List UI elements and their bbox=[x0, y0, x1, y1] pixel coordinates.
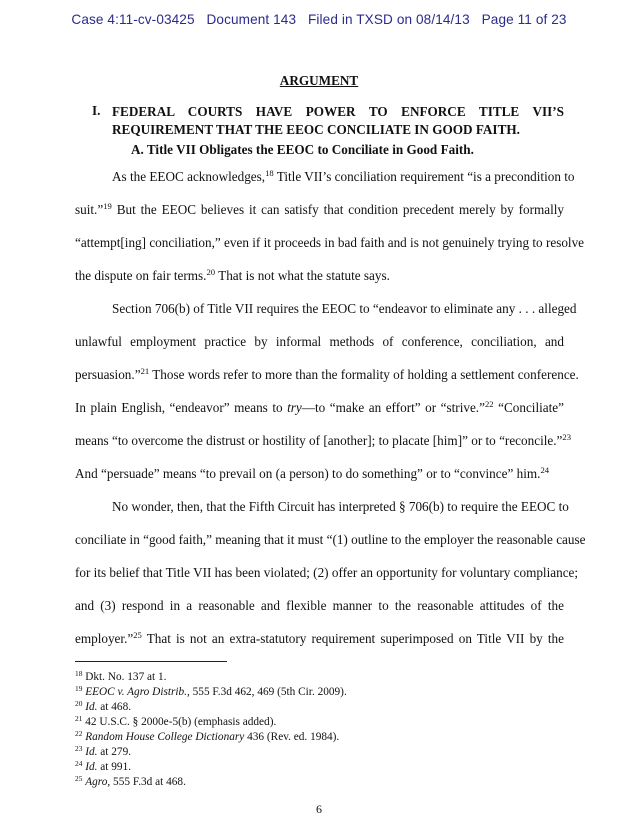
footnote bbox=[75, 700, 131, 714]
footnote-number: 19 bbox=[75, 684, 83, 693]
footnote-number: 18 bbox=[75, 669, 83, 678]
footnote-ref[interactable]: 24 bbox=[540, 465, 550, 475]
text: at 991. bbox=[97, 761, 132, 773]
body-line bbox=[75, 400, 564, 416]
footnote bbox=[75, 760, 131, 774]
citation-signal: Id. bbox=[85, 701, 98, 713]
text: And “persuade” means “to prevail on (a person) to do something” or to “convince” him. bbox=[75, 466, 541, 481]
footnote-ref[interactable]: 21 bbox=[140, 366, 150, 376]
footnote-number: 25 bbox=[75, 774, 83, 783]
body-line: for its belief that Title VII has been violated; (2) offer an opportunity for voluntary compliance; bbox=[75, 565, 579, 580]
text: suit.” bbox=[75, 202, 104, 217]
body-line bbox=[112, 168, 575, 185]
footnote bbox=[75, 685, 347, 699]
body-line: and (3) respond in a reasonable and flexible manner to the reasonable attitudes of the bbox=[75, 598, 564, 613]
body-line bbox=[75, 202, 564, 218]
footnote-ref[interactable]: 25 bbox=[133, 630, 142, 640]
footnote-number: 21 bbox=[75, 714, 83, 723]
footnote-number: 23 bbox=[75, 744, 83, 753]
case-number: Case 4:11-cv-03425 bbox=[71, 12, 195, 27]
text: at 468. bbox=[97, 701, 132, 713]
section-title-line-1: FEDERAL COURTS HAVE POWER TO ENFORCE TITLE VII’S bbox=[112, 104, 564, 119]
footnote-separator bbox=[75, 661, 227, 662]
page-count: Page 11 of 23 bbox=[481, 12, 567, 27]
source-title: Random House College Dictionary bbox=[85, 731, 245, 743]
footnote bbox=[75, 745, 131, 759]
body-line bbox=[75, 466, 564, 482]
body-line bbox=[75, 432, 571, 449]
text: 42 U.S.C. § 2000e-5(b) (emphasis added). bbox=[85, 716, 277, 728]
text: at 279. bbox=[97, 746, 132, 758]
text: , 555 F.3d 462, 469 (5th Cir. 2009). bbox=[187, 686, 347, 698]
section-title-line-2: REQUIREMENT THAT THE EEOC CONCILIATE IN GOOD FAITH. bbox=[112, 122, 520, 137]
footnote bbox=[75, 730, 339, 744]
footnote bbox=[75, 775, 186, 789]
footnote-ref[interactable]: 22 bbox=[484, 399, 494, 409]
filing-header bbox=[0, 12, 638, 27]
body-line: unlawful employment practice by informal methods of conference, conciliation, and bbox=[75, 334, 564, 349]
body-line bbox=[75, 631, 564, 647]
filing-info: Filed in TXSD on 08/14/13 bbox=[308, 12, 470, 27]
footnote-ref[interactable]: 19 bbox=[103, 201, 112, 211]
body-line: No wonder, then, that the Fifth Circuit has interpreted § 706(b) to require the EEOC to bbox=[112, 499, 569, 514]
text: Title VII’s conciliation requirement “is a precondition to bbox=[276, 169, 575, 184]
body-line: Section 706(b) of Title VII requires the EEOC to “endeavor to eliminate any . . . alleged bbox=[112, 301, 577, 316]
body-line bbox=[75, 268, 564, 284]
page-number: 6 bbox=[316, 802, 322, 816]
footnote-number: 20 bbox=[75, 699, 83, 708]
document-number: Document 143 bbox=[206, 12, 297, 27]
citation-signal: Id. bbox=[85, 761, 98, 773]
text: the dispute on fair terms. bbox=[75, 268, 207, 283]
footnote-number: 22 bbox=[75, 729, 83, 738]
text: In plain English, “endeavor” means to bbox=[75, 400, 288, 415]
footnote-ref[interactable]: 23 bbox=[562, 432, 571, 442]
subsection-heading: A. Title VII Obligates the EEOC to Conciliate in Good Faith. bbox=[131, 142, 474, 157]
section-number: I. bbox=[92, 103, 101, 118]
text: That is not what the statute says. bbox=[218, 268, 390, 283]
text: Those words refer to more than the formality of holding a settlement conference. bbox=[152, 367, 579, 382]
text: persuasion.” bbox=[75, 367, 141, 382]
citation-signal: Id. bbox=[85, 746, 98, 758]
footnote bbox=[75, 670, 167, 684]
footnote-ref[interactable]: 20 bbox=[206, 267, 216, 277]
text: Dkt. No. 137 at 1. bbox=[85, 671, 167, 683]
text: But the EEOC believes it can satisfy that condition precedent merely by formally bbox=[116, 202, 564, 217]
section-title bbox=[112, 103, 564, 139]
text: That is not an extra-statutory requirement superimposed on Title VII by the bbox=[146, 631, 564, 646]
footnote bbox=[75, 715, 276, 729]
body-line: conciliate in “good faith,” meaning that it must “(1) outline to the employer the reasonable cause bbox=[75, 532, 586, 547]
case-citation: EEOC v. Agro Distrib. bbox=[85, 686, 187, 698]
emphasis: try bbox=[287, 400, 302, 415]
argument-heading: ARGUMENT bbox=[279, 73, 359, 88]
text: employer.” bbox=[75, 631, 134, 646]
body-line bbox=[75, 366, 579, 383]
case-citation: Agro bbox=[85, 776, 108, 788]
body-line: “attempt[ing] conciliation,” even if it proceeds in bad faith and is not genuinely trying to resolve bbox=[75, 235, 585, 250]
text: As the EEOC acknowledges, bbox=[112, 169, 266, 184]
text: means “to overcome the distrust or hostility of [another]; to placate [him]” or to “reconcile.” bbox=[75, 433, 563, 448]
text: “Conciliate” bbox=[498, 400, 565, 415]
text: , 555 F.3d at 468. bbox=[107, 776, 186, 788]
footnote-number: 24 bbox=[75, 759, 83, 768]
footnote-ref[interactable]: 18 bbox=[265, 168, 274, 178]
text: —to “make an effort” or “strive.” bbox=[301, 400, 485, 415]
text: 436 (Rev. ed. 1984). bbox=[244, 731, 340, 743]
